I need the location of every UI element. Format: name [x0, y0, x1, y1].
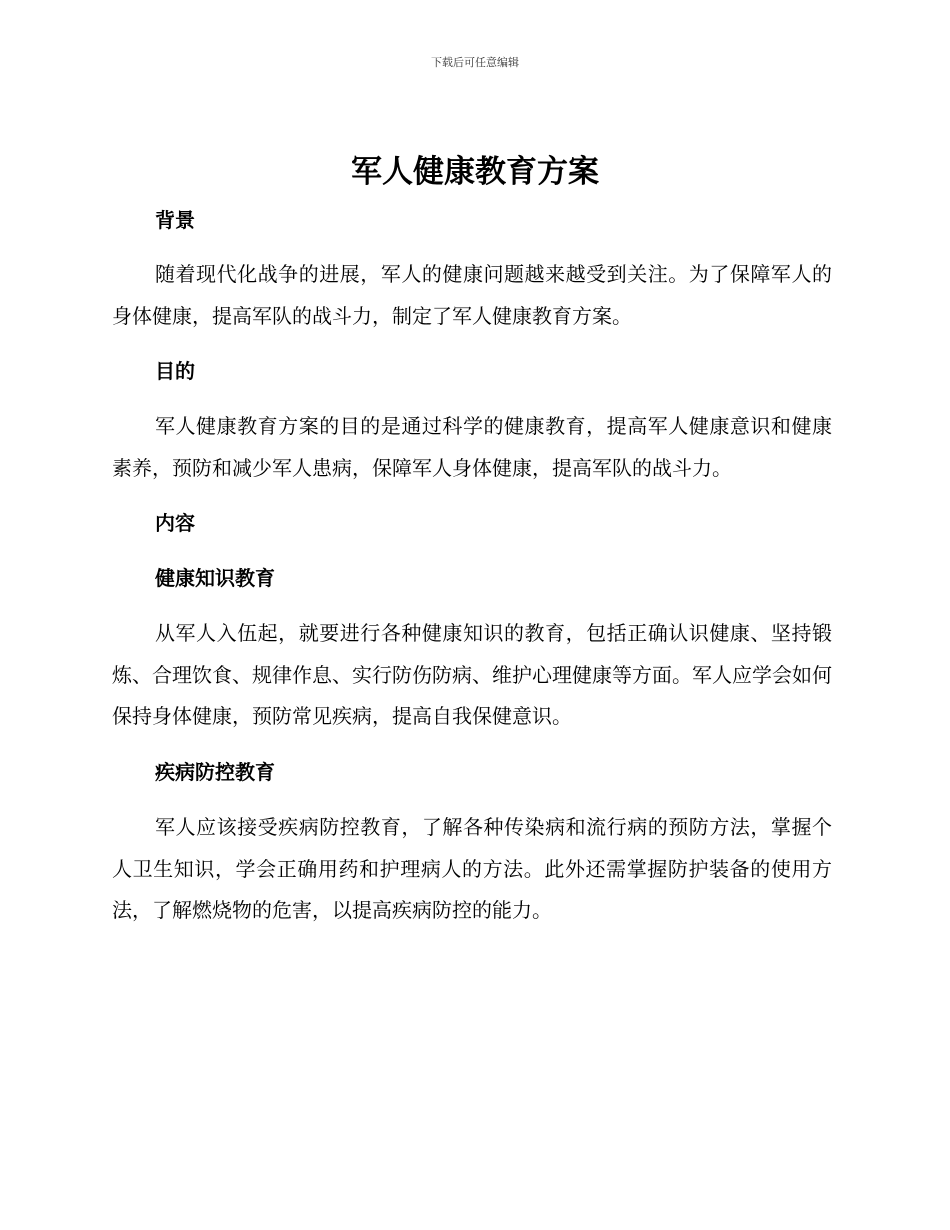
document-title: 军人健康教育方案: [351, 154, 599, 190]
section-paragraph-health-knowledge: 从军人入伍起，就要进行各种健康知识的教育，包括正确认识健康、坚持锻炼、合理饮食、规律作息、实行防伤防病、维护心理健康等方面。军人应学会如何保持身体健康，预防常见疾病，提高自我保健意识。: [112, 621, 832, 728]
section-heading-content: 内容: [155, 511, 195, 535]
section-heading-background: 背景: [155, 208, 195, 232]
section-heading-purpose: 目的: [155, 359, 195, 383]
section-heading-disease-control: 疾病防控教育: [155, 760, 275, 784]
header-note: 下载后可任意编辑: [431, 56, 519, 69]
section-paragraph-background: 随着现代化战争的进展，军人的健康问题越来越受到关注。为了保障军人的身体健康，提高军队的战斗力，制定了军人健康教育方案。: [112, 262, 832, 328]
section-heading-health-knowledge: 健康知识教育: [155, 566, 275, 590]
section-paragraph-disease-control: 军人应该接受疾病防控教育，了解各种传染病和流行病的预防方法，掌握个人卫生知识，学会正确用药和护理病人的方法。此外还需掌握防护装备的使用方法，了解燃烧物的危害，以提高疾病防控的能力。: [112, 815, 832, 922]
section-paragraph-purpose: 军人健康教育方案的目的是通过科学的健康教育，提高军人健康意识和健康素养，预防和减少军人患病，保障军人身体健康，提高军队的战斗力。: [112, 414, 832, 480]
